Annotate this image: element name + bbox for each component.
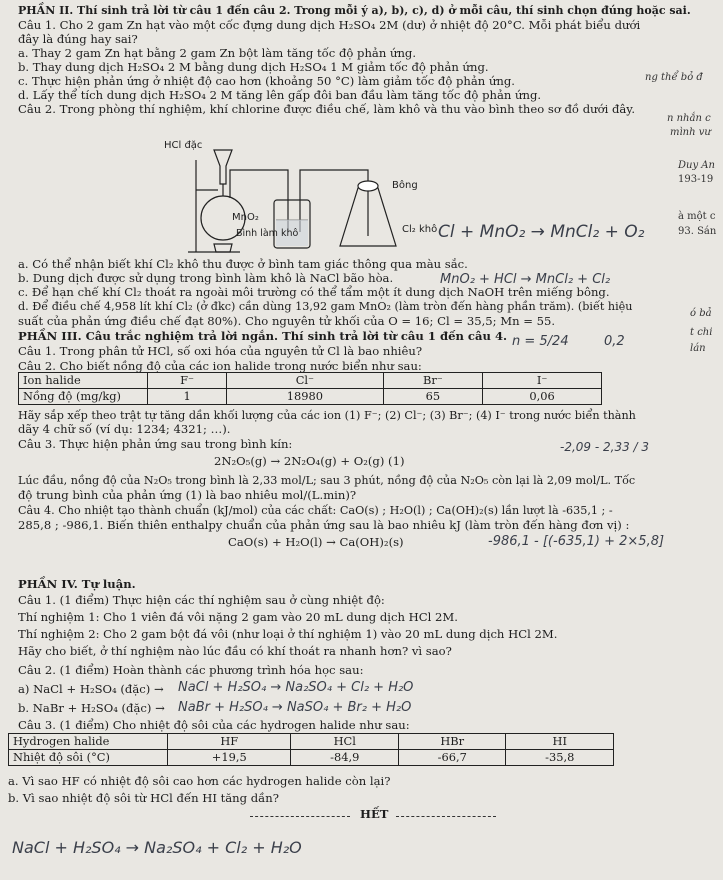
margin-note-10: lán [690, 343, 706, 354]
part4-q2-b: b. NaBr + H₂SO₄ (đặc) → [18, 701, 165, 715]
handwriting-5: NaCl + H₂SO₄ → Na₂SO₄ + Cl₂ + H₂O [178, 680, 414, 695]
conc-cell: 0,06 [483, 389, 602, 405]
part3-q1: Câu 1. Trong phân tử HCl, số oxi hóa của nguyên tử Cl là bao nhiêu? [18, 344, 423, 358]
handwriting-7: NaCl + H₂SO₄ → Na₂SO₄ + Cl₂ + H₂O [12, 838, 302, 857]
boiling-point-table [8, 733, 614, 766]
ion-cell: I⁻ [483, 373, 602, 389]
handwriting-2: MnO₂ + HCl → MnCl₂ + Cl₂ [440, 272, 611, 287]
part2-q1-d: d. Lấy thể tích dung dịch H₂SO₄ 2 M tăng lên gấp đôi ban đầu làm tăng tốc độ phản ứng. [18, 88, 542, 102]
part2-q2-a: a. Có thể nhận biết khí Cl₂ khô thu được ở bình tam giác thông qua màu sắc. [18, 257, 468, 271]
value-cell: -84,9 [291, 750, 399, 766]
part2-q2-b: b. Dung dịch được sử dụng trong bình làm khô là NaCl bão hòa. [18, 271, 394, 285]
label-flask: Bình làm khô [236, 228, 299, 239]
margin-note-5: 193-19 [678, 174, 714, 185]
row-label: Hydrogen halide [9, 734, 168, 750]
label-hcl: HCl đặc [164, 140, 203, 151]
handwriting-1: Cl + MnO₂ → MnCl₂ + O₂ [438, 222, 645, 242]
value-cell: -66,7 [398, 750, 506, 766]
margin-note-6: à một c [678, 211, 716, 222]
end-rule-left [250, 816, 350, 817]
conc-cell: 18980 [227, 389, 383, 405]
row-label: Nồng độ (mg/kg) [19, 389, 148, 405]
part4-heading: PHẦN IV. Tự luận. [18, 577, 136, 591]
ion-cell: F⁻ [148, 373, 227, 389]
part3-q2-task2: dãy 4 chữ số (ví dụ: 1234; 4321; …). [18, 422, 231, 436]
part3-q3-line1: Lúc đầu, nồng độ của N₂O₅ trong bình là 2,33 mol/L; sau 3 phút, nồng độ của N₂O₅ còn lại là 2,09 mol/L. Tốc [18, 474, 636, 487]
part4-q3-a: a. Vì sao HF có nhiệt độ sôi cao hơn các hydrogen halide còn lại? [8, 774, 391, 788]
part3-q2-task1: Hãy sắp xếp theo trật tự tăng dần khối lượng của các ion (1) F⁻; (2) Cl⁻; (3) Br⁻; (4) I⁻ trong nước biển thành [18, 409, 636, 422]
part3-q4-line2: 285,8 ; -986,1. Biến thiên enthalpy chuẩn của phản ứng sau là bao nhiêu kJ (làm tròn đến hàng đơn vị) : [18, 518, 630, 532]
name-cell: HBr [398, 734, 506, 750]
margin-note-4: Duy An [678, 160, 715, 171]
handwriting-6: NaBr + H₂SO₄ → NaSO₄ + Br₂ + H₂O [178, 700, 412, 715]
end-rule-right [396, 816, 496, 817]
part2-q1-b: b. Thay dung dịch H₂SO₄ 2 M bằng dung dịch H₂SO₄ 1 M giảm tốc độ phản ứng. [18, 60, 489, 74]
part4-exp1: Thí nghiệm 1: Cho 1 viên đá vôi nặng 2 gam vào 20 mL dung dịch HCl 2M. [18, 610, 458, 624]
part3-q2-intro: Câu 2. Cho biết nồng độ của các ion halide trong nước biển như sau: [18, 359, 422, 373]
value-cell: +19,5 [168, 750, 291, 766]
margin-note-9: t chi [690, 327, 713, 338]
table-row [9, 734, 614, 750]
part4-q2: Câu 2. (1 điểm) Hoàn thành các phương trình hóa học sau: [18, 663, 364, 677]
handwriting-8: -986,1 - [(-635,1) + 2×5,8] [488, 534, 665, 549]
part4-exp2: Thí nghiệm 2: Cho 2 gam bột đá vôi (như loại ở thí nghiệm 1) vào 20 mL dung dịch HCl 2M. [18, 627, 558, 641]
chlorine-apparatus-diagram [164, 140, 450, 258]
margin-note-3: mình vư [670, 127, 711, 138]
part4-q1: Câu 1. (1 điểm) Thực hiện các thí nghiệm sau ở cùng nhiệt độ: [18, 593, 385, 607]
margin-note-7: 93. Sán [678, 226, 717, 237]
part4-q2-a: a) NaCl + H₂SO₄ (đặc) → [18, 682, 164, 696]
part3-q4-equation: CaO(s) + H₂O(l) → Ca(OH)₂(s) [228, 535, 404, 549]
table-row [19, 373, 602, 389]
name-cell: HI [506, 734, 614, 750]
part3-q3-line2: độ trung bình của phản ứng (1) là bao nhiêu mol/(L.min)? [18, 488, 357, 502]
ion-cell: Br⁻ [383, 373, 483, 389]
part3-heading: PHẦN III. Câu trắc nghiệm trả lời ngắn. Thí sinh trả lời từ câu 1 đến câu 4. [18, 329, 508, 343]
part2-q2-d2: suất của phản ứng điều chế đạt 80%). Cho nguyên tử khối của O = 16; Cl = 35,5; Mn = 55. [18, 314, 556, 328]
margin-note-8: ó bả [690, 308, 712, 319]
cotton-plug [358, 181, 378, 191]
part2-q2-intro: Câu 2. Trong phòng thí nghiệm, khí chlorine được điều chế, làm khô và thu vào bình theo sơ đồ dưới đây. [18, 102, 635, 116]
part2-q1-line2: đây là đúng hay sai? [18, 32, 138, 46]
handwriting-9: -2,09 - 2,33 / 3 [560, 440, 650, 454]
part2-q1-c: c. Thực hiện phản ứng ở nhiệt độ cao hơn (khoảng 50 °C) làm giảm tốc độ phản ứng. [18, 74, 515, 88]
margin-note-1: ng thể bỏ đ [645, 72, 703, 83]
table-row [19, 389, 602, 405]
conc-cell: 65 [383, 389, 483, 405]
burner [214, 244, 232, 252]
row-label: Nhiệt độ sôi (°C) [9, 750, 168, 766]
part2-q1-a: a. Thay 2 gam Zn hạt bằng 2 gam Zn bột làm tăng tốc độ phản ứng. [18, 46, 417, 60]
part2-q2-c: c. Để hạn chế khí Cl₂ thoát ra ngoài môi trường có thể tẩm một ít dung dịch NaOH trên miếng bông. [18, 285, 610, 299]
label-cl2: Cl₂ khô [402, 224, 438, 235]
part3-q3-intro: Câu 3. Thực hiện phản ứng sau trong bình kín: [18, 437, 293, 451]
part4-q3-intro: Câu 3. (1 điểm) Cho nhiệt độ sôi của các hydrogen halide như sau: [18, 718, 410, 732]
ion-halide-table [18, 372, 602, 405]
margin-note-2: n nhắn c [667, 113, 711, 124]
part2-heading: PHẦN II. Thí sinh trả lời từ câu 1 đến câu 2. Trong mỗi ý a), b), c), d) ở mỗi câu, thí sinh chọn đúng hoặc sai. [18, 4, 691, 17]
handwriting-3: n = 5/24 [512, 334, 569, 349]
part2-q1-line1: Câu 1. Cho 2 gam Zn hạt vào một cốc đựng dung dịch H₂SO₄ 2M (dư) ở nhiệt độ 20°C. Mỗi phát biểu dưới [18, 18, 641, 32]
conc-cell: 1 [148, 389, 227, 405]
table-row [9, 750, 614, 766]
part3-q3-equation: 2N₂O₅(g) → 2N₂O₄(g) + O₂(g) (1) [214, 454, 405, 468]
handwriting-4: 0,2 [604, 334, 625, 349]
name-cell: HCl [291, 734, 399, 750]
end-marker: HẾT [360, 807, 389, 821]
label-mno2: MnO₂ [232, 212, 259, 223]
dropping-funnel [214, 150, 232, 184]
part2-q2-d1: d. Để điều chế 4,958 lít khí Cl₂ (ở đkc) cần dùng 13,92 gam MnO₂ (làm tròn đến hàng phần trăm). (biết hiệu [18, 300, 633, 313]
part4-q3-b: b. Vì sao nhiệt độ sôi từ HCl đến HI tăng dần? [8, 791, 279, 805]
part4-q1-ask: Hãy cho biết, ở thí nghiệm nào lúc đầu có khí thoát ra nhanh hơn? vì sao? [18, 644, 452, 658]
label-bong: Bông [392, 180, 418, 191]
value-cell: -35,8 [506, 750, 614, 766]
part3-q4-line1: Câu 4. Cho nhiệt tạo thành chuẩn (kJ/mol) của các chất: CaO(s) ; H₂O(l) ; Ca(OH)₂(s) lần lượt là -635,1 ; - [18, 504, 613, 517]
name-cell: HF [168, 734, 291, 750]
row-label: Ion halide [19, 373, 148, 389]
ion-cell: Cl⁻ [227, 373, 383, 389]
